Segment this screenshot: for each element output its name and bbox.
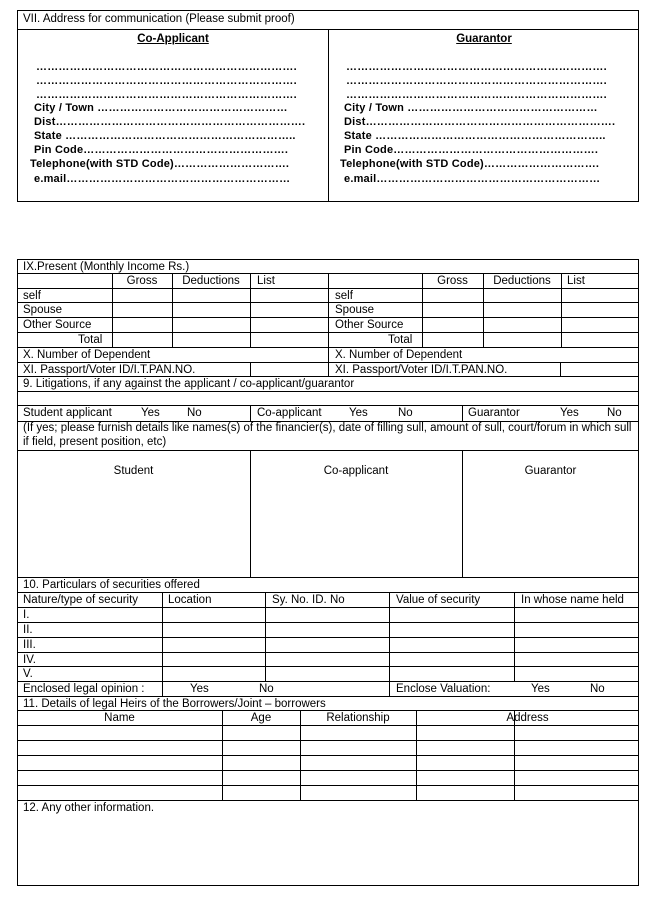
co-applicant-email-field: e.mail…………………………………………………… xyxy=(34,173,291,185)
gross-header: Gross xyxy=(437,275,468,287)
co-applicant-address-line: ……………………………………………………………. xyxy=(36,89,297,101)
no-option: No xyxy=(259,683,274,695)
guarantor-email-field: e.mail…………………………………………………… xyxy=(344,173,601,185)
guarantor-address-line: ……………………………………………………………. xyxy=(346,61,607,73)
yes-option: Yes xyxy=(560,407,579,419)
security-owner-header: In whose name held xyxy=(521,594,624,606)
heir-name-header: Name xyxy=(104,712,135,724)
list-header: List xyxy=(567,275,585,287)
passport-label: XI. Passport/Voter ID/I.T.PAN.NO. xyxy=(23,364,196,376)
guarantor-heading: Guarantor xyxy=(456,33,512,45)
co-applicant-district-field: Dist…………………………………………………………. xyxy=(34,116,306,128)
table-row-line xyxy=(17,785,639,786)
legal-heirs-section-title: 11. Details of legal Heirs of the Borrowers/Joint – borrowers xyxy=(23,698,326,710)
grid-line xyxy=(560,362,561,376)
valuation-label: Enclose Valuation: xyxy=(396,683,491,695)
securities-section-title: 10. Particulars of securities offered xyxy=(23,579,200,591)
no-option: No xyxy=(590,683,605,695)
co-applicant-address-line: ……………………………………………………………. xyxy=(36,75,297,87)
income-row-label: Spouse xyxy=(23,304,63,316)
yes-option: Yes xyxy=(349,407,368,419)
security-id-header: Sy. No. ID. No xyxy=(272,594,345,606)
security-row-label: III. xyxy=(23,639,36,651)
guarantor-state-field: State …………………………………………………….. xyxy=(344,130,606,142)
guarantor-box-heading: Guarantor xyxy=(524,465,577,477)
security-row-label: I. xyxy=(23,609,30,621)
litigation-label: 9. Litigations, if any against the applicant / co-applicant/guarantor xyxy=(23,378,355,390)
co-applicant-telephone-field: Telephone(with STD Code)…………………………. xyxy=(30,158,290,170)
grid-line xyxy=(250,362,251,376)
co-applicant-state-field: State …………………………………………………….. xyxy=(34,130,296,142)
co-applicant-pin-code-field: Pin Code………………………………………………. xyxy=(34,144,289,156)
yes-option: Yes xyxy=(141,407,160,419)
income-total-label: Total xyxy=(388,334,413,346)
yes-option: Yes xyxy=(531,683,550,695)
table-row-line xyxy=(17,755,639,756)
guarantor-label: Guarantor xyxy=(468,407,520,419)
grid-line xyxy=(250,273,251,347)
no-option: No xyxy=(398,407,413,419)
grid-line xyxy=(561,273,562,347)
security-location-header: Location xyxy=(168,594,212,606)
other-information-label: 12. Any other information. xyxy=(23,802,155,814)
security-nature-header: Nature/type of security xyxy=(23,594,139,606)
income-total-label: Total xyxy=(78,334,103,346)
table-row-line xyxy=(17,622,639,623)
income-row-label: self xyxy=(335,290,353,302)
security-value-header: Value of security xyxy=(396,594,481,606)
co-applicant-box-heading: Co-applicant xyxy=(323,465,389,477)
income-row-label: Spouse xyxy=(335,304,375,316)
dependents-label: X. Number of Dependent xyxy=(335,349,463,361)
security-row-label: V. xyxy=(23,668,33,680)
table-row-line xyxy=(17,770,639,771)
guarantor-pin-code-field: Pin Code………………………………………………. xyxy=(344,144,599,156)
co-applicant-heading: Co-Applicant xyxy=(137,33,209,45)
table-row-line xyxy=(17,450,639,451)
grid-line xyxy=(328,347,329,376)
table-row-line xyxy=(17,391,639,392)
deductions-header: Deductions xyxy=(493,275,551,287)
litigation-details-note: (If yes; please furnish details like names(s) of the financier(s), date of filling sull, amount of sull, court/forum in which sull if field, present position, etc) xyxy=(23,422,632,448)
table-row-line xyxy=(17,607,639,608)
student-box-heading: Student xyxy=(113,465,154,477)
guarantor-telephone-field: Telephone(with STD Code)…………………………. xyxy=(340,158,600,170)
grid-line xyxy=(162,592,163,696)
no-option: No xyxy=(607,407,622,419)
income-row-label: Other Source xyxy=(335,319,404,331)
deductions-header: Deductions xyxy=(182,275,240,287)
table-row-line xyxy=(17,637,639,638)
table-row-line xyxy=(17,652,639,653)
income-row-label: self xyxy=(23,290,41,302)
guarantor-city-field: City / Town …………………………………………… xyxy=(344,102,598,114)
dependents-label: X. Number of Dependent xyxy=(23,349,151,361)
grid-line xyxy=(250,405,251,421)
address-section-title: VII. Address for communication (Please submit proof) xyxy=(23,13,295,25)
grid-line xyxy=(514,592,515,681)
grid-line xyxy=(389,592,390,696)
security-row-label: II. xyxy=(23,624,33,636)
table-row-line xyxy=(17,740,639,741)
grid-line xyxy=(462,405,463,421)
income-section-title: IX.Present (Monthly Income Rs.) xyxy=(23,261,190,273)
yes-option: Yes xyxy=(190,683,209,695)
table-row-line xyxy=(17,725,639,726)
income-row-label: Other Source xyxy=(23,319,92,331)
grid-line xyxy=(265,592,266,681)
legal-opinion-label: Enclosed legal opinion : xyxy=(23,683,145,695)
list-header: List xyxy=(257,275,275,287)
co-applicant-label: Co-applicant xyxy=(257,407,322,419)
co-applicant-city-field: City / Town …………………………………………… xyxy=(34,102,288,114)
student-applicant-label: Student applicant xyxy=(23,407,112,419)
guarantor-address-line: ……………………………………………………………. xyxy=(346,89,607,101)
gross-header: Gross xyxy=(126,275,158,287)
heir-address-header: Address xyxy=(506,712,549,724)
no-option: No xyxy=(187,407,202,419)
security-row-label: IV. xyxy=(23,654,37,666)
guarantor-district-field: Dist…………………………………………………………. xyxy=(344,116,616,128)
grid-line xyxy=(328,273,329,347)
passport-label: XI. Passport/Voter ID/I.T.PAN.NO. xyxy=(335,364,508,376)
guarantor-address-line: ……………………………………………………………. xyxy=(346,75,607,87)
co-applicant-address-line: ……………………………………………………………. xyxy=(36,61,297,73)
heir-age-header: Age xyxy=(250,712,272,724)
address-column-divider xyxy=(328,29,329,202)
heir-relationship-header: Relationship xyxy=(326,712,390,724)
table-row-line xyxy=(17,666,639,667)
